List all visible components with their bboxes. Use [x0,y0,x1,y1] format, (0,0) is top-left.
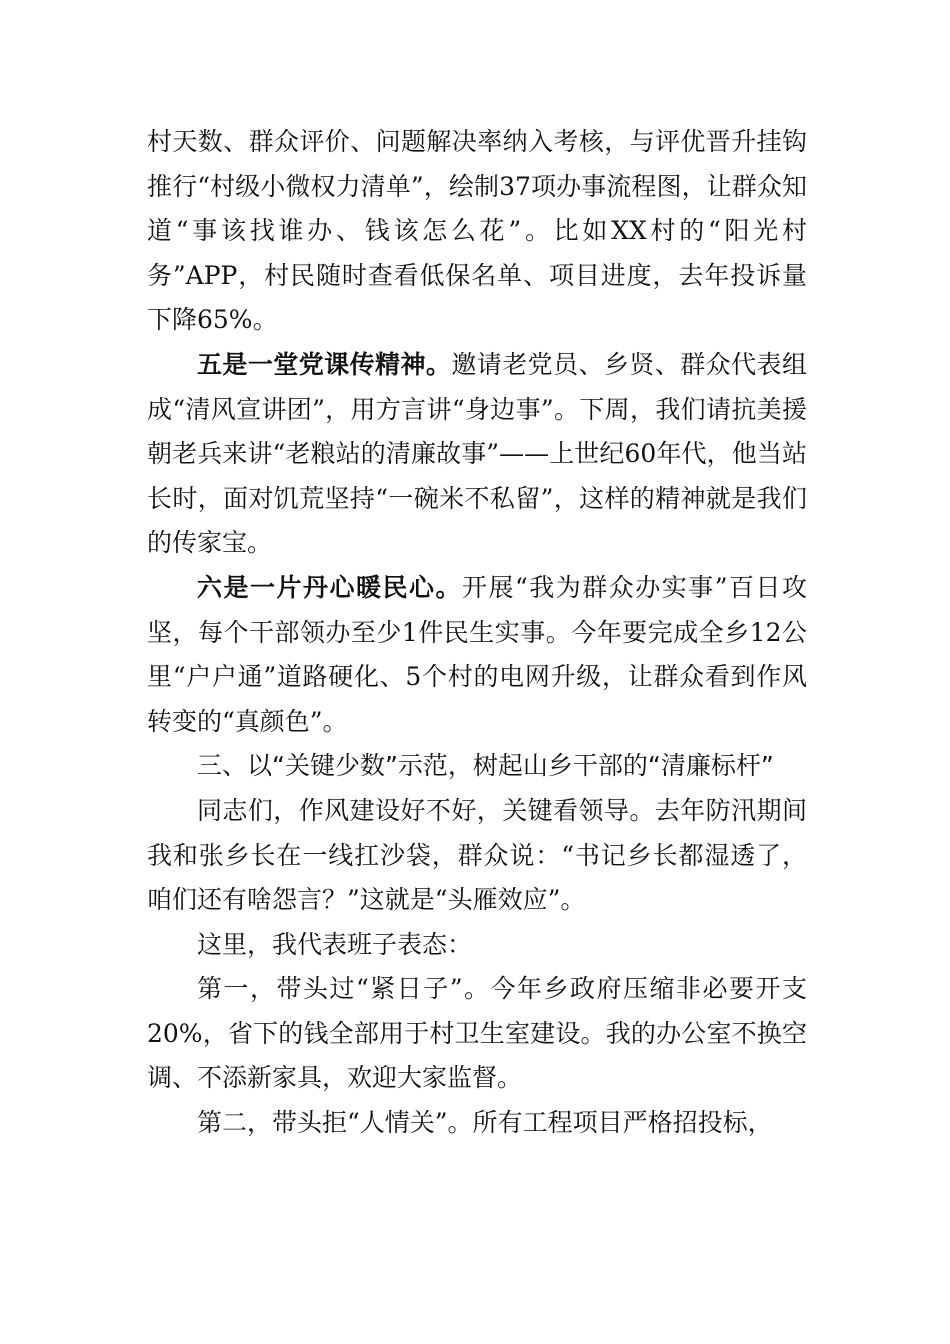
paragraph-pledge-intro: 这里，我代表班子表态： [197,929,473,959]
paragraph-item-five [147,343,807,566]
document-page [147,120,807,1146]
item-five-body: 邀请老党员、乡贤、群众代表组成“清风宣讲团”，用方言讲“身边事”。下周，我们请抗美援朝老兵来讲“老粮站的清廉故事”——上世纪60年代，他当站长时，面对饥荒坚持“一碗米不私留”，这样的精神就是我们的传家宝。 [147,349,807,558]
paragraph-second-pledge: 第二，带头拒“人情关”。所有工程项目严格招投标， [197,1108,773,1138]
paragraph-item-six [147,566,807,744]
paragraph-first-pledge: 第一，带头过“紧日子”。今年乡政府压缩非必要开支20%，省下的钱全部用于村卫生室建设。我的办公室不换空调、不添新家具，欢迎大家监督。 [147,974,807,1093]
section-heading: 三、以“关键少数”示范，树起山乡干部的“清廉标杆” [197,751,774,781]
item-five-lead: 五是一堂党课传精神。 [197,349,452,379]
item-six-lead: 六是一片丹心暖民心。 [197,572,462,602]
item-six-body: 开展“我为群众办实事”百日攻坚，每个干部领办至少1件民生实事。今年要完成全乡12公里“户户通”道路硬化、5个村的电网升级，让群众看到作风转变的“真颜色”。 [147,572,807,736]
paragraph-leadership: 同志们，作风建设好不好，关键看领导。去年防汛期间我和张乡长在一线扛沙袋，群众说：“书记乡长都湿透了，咱们还有啥怨言？”这就是“头雁效应”。 [147,795,807,915]
continuation-paragraph: 村天数、群众评价、问题解决率纳入考核，与评优晋升挂钩推行“村级小微权力清单”，绘制37项办事流程图，让群众知道“事该找谁办、钱该怎么花”。比如XX村的“阳光村务”APP，村民随时查看低保名单、项目进度，去年投诉量下降65%。 [147,127,807,335]
